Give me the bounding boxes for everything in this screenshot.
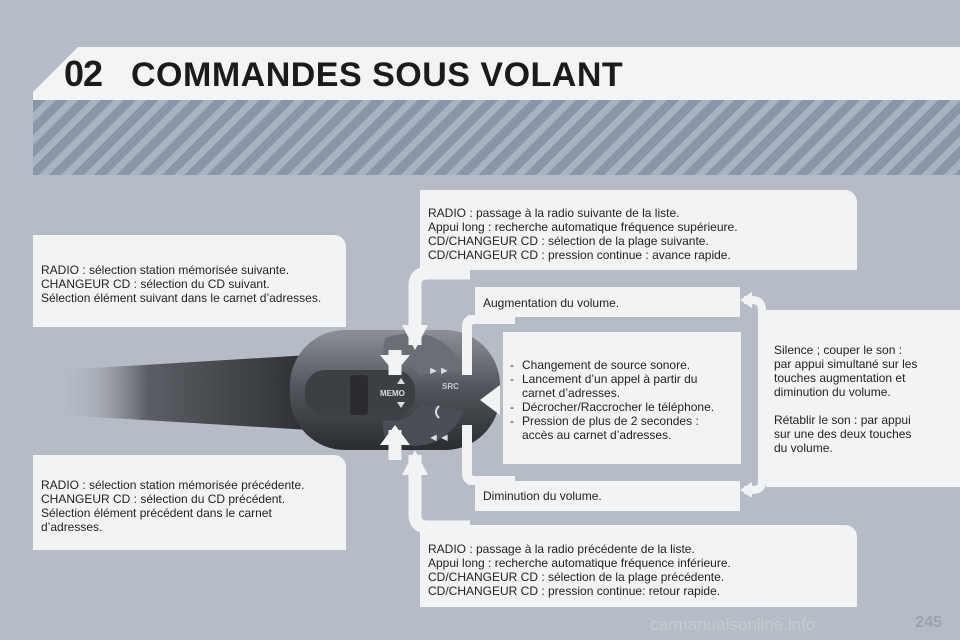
box-line: CD/CHANGEUR CD : sélection de la plage précédente.	[428, 570, 725, 584]
next-station-box	[420, 190, 857, 270]
box-line: CD/CHANGEUR CD : pression continue: retour rapide.	[428, 584, 721, 598]
box-line: Silence ; couper le son : par appui simultané sur les touches augmentation et diminution du volume.	[774, 343, 918, 399]
mute-box	[766, 310, 960, 487]
list-item: - Décrocher/Raccrocher le téléphone.	[506, 400, 733, 414]
next-preset-box	[33, 235, 346, 327]
up-arrow-icon	[402, 450, 428, 475]
memo-label: MEMO	[380, 389, 405, 398]
box-line: CD/CHANGEUR CD : pression continue : avance rapide.	[428, 248, 731, 262]
down-arrow-icon	[380, 355, 410, 373]
src-label: SRC	[442, 382, 459, 391]
up-arrow-icon	[380, 425, 410, 445]
box-line: RADIO : passage à la radio suivante de la liste.	[428, 206, 680, 220]
list-item: - Lancement d’un appel à partir du carnet d’adresses.	[506, 372, 733, 400]
left-arrow-icon	[480, 385, 500, 415]
list-item: - Changement de source sonore.	[506, 358, 733, 372]
previous-preset-box	[33, 455, 346, 550]
box-line: Sélection élément précédent dans le carnet d’adresses.	[41, 506, 272, 534]
box-line: RADIO : sélection station mémorisée suivante.	[41, 263, 290, 277]
page-title: COMMANDES SOUS VOLANT	[131, 56, 624, 94]
connector-arrows-left	[350, 265, 470, 535]
box-line: Augmentation du volume.	[483, 296, 620, 310]
volume-up-box	[475, 287, 740, 317]
box-line: Appui long : recherche automatique fréquence supérieure.	[428, 220, 738, 234]
forward-icon: ►►	[428, 365, 450, 377]
list-item: - Pression de plus de 2 secondes : accès au carnet d’adresses.	[506, 414, 733, 442]
box-line: Rétablir le son : par appui sur une des deux touches du volume.	[774, 413, 912, 455]
left-arrow-icon	[740, 482, 752, 497]
box-line: CHANGEUR CD : sélection du CD précédent.	[41, 492, 286, 506]
rewind-icon: ◄◄	[428, 432, 450, 444]
left-arrow-icon	[740, 292, 752, 308]
box-line: CHANGEUR CD : sélection du CD suivant.	[41, 277, 270, 291]
box-line: CD/CHANGEUR CD : sélection de la plage suivante.	[428, 234, 709, 248]
box-line: Diminution du volume.	[483, 489, 602, 503]
chapter-number: 02	[64, 53, 103, 94]
box-line: Sélection élément suivant dans le carnet d’adresses.	[41, 291, 322, 305]
box-line: RADIO : sélection station mémorisée précédente.	[41, 478, 305, 492]
page-number: 245	[915, 614, 942, 631]
box-line: Appui long : recherche automatique fréquence inférieure.	[428, 556, 731, 570]
striped-band	[33, 100, 960, 175]
previous-station-box	[420, 525, 857, 607]
source-phone-box	[503, 332, 741, 464]
box-line: RADIO : passage à la radio précédente de la liste.	[428, 542, 695, 556]
watermark: carmanualsonline.info	[650, 615, 816, 634]
volume-down-box	[475, 481, 740, 511]
down-arrow-icon	[402, 325, 428, 350]
